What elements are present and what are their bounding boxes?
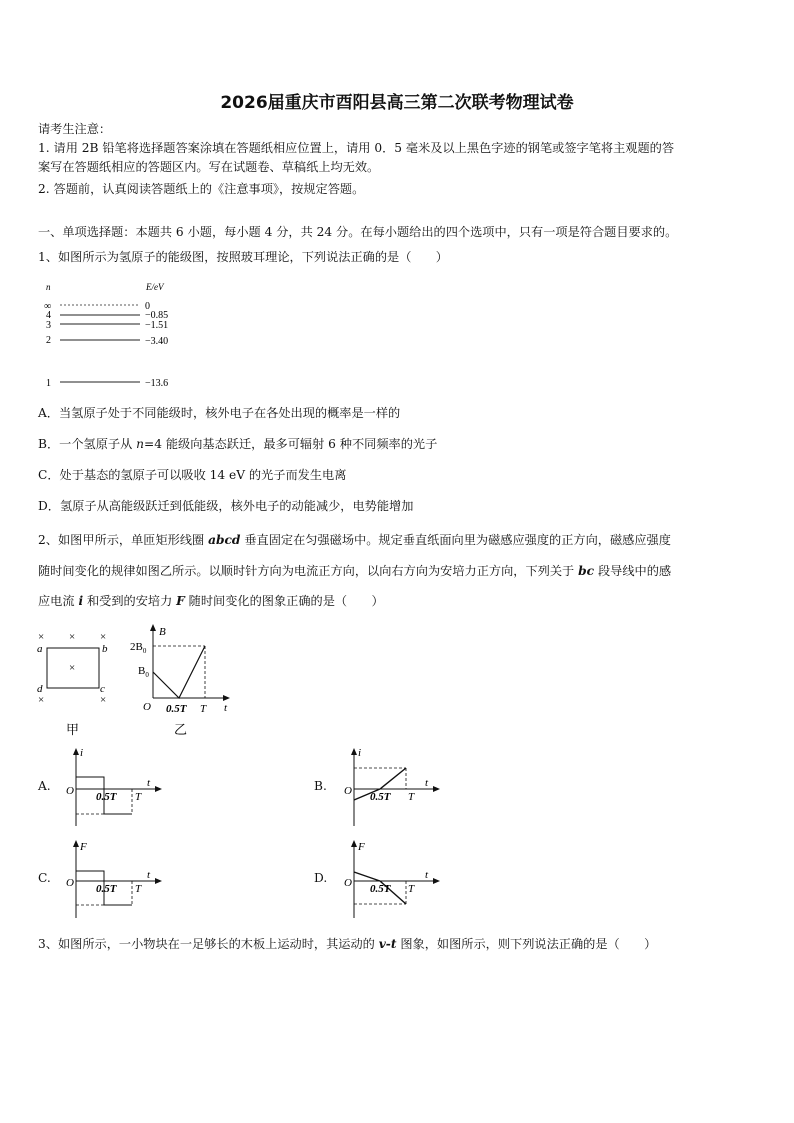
q3-var-vt: v-t [378,937,397,951]
q2-line2-text-1: 随时间变化的规律如图乙所示。以顺时针方向为电流正方向，以向右方向为安培力正方向，下列关于 [38,564,579,578]
option-a-t-tick: T [135,791,142,803]
option-d-segment-1 [354,872,380,881]
option-a-y-label: i [80,747,84,759]
option-d-origin: O [344,877,352,889]
question-1-option-a: A．当氢原子处于不同能级时，核外电子在各处出现的概率是一样的 [38,406,401,420]
option-d-t-label: t [425,869,429,881]
option-a-half-t: 0.5T [96,791,117,803]
option-b-half-t: 0.5T [370,791,391,803]
option-a-upper-step [76,777,104,789]
option-b-t-label: t [425,777,429,789]
option-c-x-arrow [155,878,162,884]
tick-b0-subscript: 0 [145,671,149,679]
option-b-var-n: n [136,437,145,451]
option-c-t-label: t [147,869,151,881]
option-a-origin: O [66,785,74,797]
option-a-t-label: t [147,777,151,789]
section-1-heading: 一、单项选择题：本题共 6 小题，每小题 4 分，共 24 分。在每小题给出的四个选项中，只有一项是符合题目要求的。 [38,225,678,239]
question-3-stem [38,936,758,952]
corner-c-label: c [100,683,105,695]
option-b-text-2: =4 能级向基态跃迁，最多可辐射 6 种不同频率的光子 [144,437,438,451]
question-1-option-c: C．处于基态的氢原子可以吸收 14 eV 的光子而发生电离 [38,468,347,482]
tick-t: T [200,703,207,715]
option-a-letter: A. [38,779,51,793]
cross-mark: × [69,631,76,643]
option-a-x-arrow [155,786,162,792]
figure-jia-coil [34,628,124,740]
corner-b-label: b [102,643,108,655]
corner-a-label: a [37,643,43,655]
t-axis-arrow [223,695,230,701]
cross-mark: × [38,694,45,706]
magnetic-field-crosses [38,631,106,706]
b-t-curve [153,646,205,698]
level-n-inf: ∞ [44,301,52,312]
level-e-1: −13.6 [145,378,169,389]
option-c-letter: C. [38,871,51,885]
notice-item-1-line-1: 1. 请用 2B 铅笔将选择题答案涂填在答题纸相应位置上，请用 0．5 毫米及以上黑色字迹的钢笔或签字笔将主观题的答 [38,141,675,155]
tick-b0-main: B [138,665,146,677]
tick-2b0 [130,641,147,655]
q2-line3-text-1: 应电流 [38,594,79,608]
tick-b0 [138,665,149,679]
option-c-origin: O [66,877,74,889]
exam-title: 2026届重庆市酉阳县高三第二次联考物理试卷 [220,93,574,113]
option-b-letter: B. [314,779,327,793]
energy-axis-label: E/eV [146,282,164,292]
level-e-inf: 0 [145,301,150,312]
level-e-3: −1.51 [145,320,169,331]
option-c-y-label: F [80,841,87,853]
option-a-y-arrow [73,748,79,755]
level-e-4: −0.85 [145,310,169,321]
question-1-option-d: D．氢原子从高能级跃迁到低能级，核外电子的动能减少，电势能增加 [38,499,414,513]
figure-jia-label: 甲 [66,722,80,737]
q3-text-1: 3、如图所示，一小物块在一足够长的木板上运动时，其运动的 [38,937,379,951]
n-axis-label: n [46,282,51,292]
level-n-4: 4 [46,310,51,321]
option-d-t-tick: T [408,883,415,895]
option-b-text-1: B．一个氢原子从 [38,437,137,451]
question-1-option-b [38,436,758,452]
q2-line1-text-2: 垂直固定在匀强磁场中。规定垂直纸面向里为磁感应强度的正方向，磁感应强度 [240,533,671,547]
q2-var-i: i [78,594,84,608]
option-a-graph [62,744,174,828]
tick-2b0-main: 2B [130,641,143,653]
option-b-x-arrow [433,786,440,792]
option-c-graph [62,836,174,920]
option-d-graph [340,836,452,920]
option-b-origin: O [344,785,352,797]
tick-half-t: 0.5T [166,703,187,715]
level-n-1: 1 [46,378,51,389]
cross-mark: × [38,631,45,643]
level-e-2: −3.40 [145,336,169,347]
q2-var-bc: bc [578,564,595,578]
q2-var-f: F [176,594,185,608]
cross-mark: × [69,662,76,674]
figure-yi-label: 乙 [174,722,188,737]
level-n-2: 2 [46,335,51,346]
cross-mark: × [100,694,107,706]
option-c-upper-step [76,871,104,881]
origin-label: O [143,701,151,713]
option-c-half-t: 0.5T [96,883,117,895]
option-b-t-tick: T [408,791,415,803]
q2-line3-text-2: 和受到的安培力 [83,594,177,608]
tick-2b0-subscript: 0 [142,647,147,655]
figure-yi-b-t-graph [128,622,240,740]
level-n-3: 3 [46,320,51,331]
notice-heading: 请考生注意： [38,122,112,136]
option-c-y-arrow [73,840,79,847]
option-b-y-arrow [351,748,357,755]
option-d-y-arrow [351,840,357,847]
q2-line1-text-1: 2、如图甲所示，单匝矩形线圈 [38,533,209,547]
notice-item-2: 2. 答题前，认真阅读答题纸上的《注意事项》，按规定答题。 [38,182,365,196]
option-b-graph [340,744,452,828]
question-1-stem: 1、如图所示为氢原子的能级图，按照玻耳理论，下列说法正确的是（ ） [38,250,448,264]
option-b-y-label: i [358,747,362,759]
energy-level-diagram [40,280,200,392]
t-axis-label: t [224,702,228,714]
option-d-half-t: 0.5T [370,883,391,895]
question-2-line-2 [38,563,758,579]
corner-d-label: d [37,683,43,695]
option-d-y-label: F [358,841,365,853]
cross-mark: × [100,631,107,643]
q2-var-abcd: abcd [208,533,241,547]
question-2-line-1 [38,532,758,548]
b-axis-label: B [159,626,166,638]
option-d-x-arrow [433,878,440,884]
question-2-line-3 [38,593,758,609]
q2-line2-text-2: 段导线中的感 [594,564,672,578]
option-d-letter: D. [314,871,328,885]
b-axis-arrow [150,624,156,631]
q3-text-2: 图象，如图所示，则下列说法正确的是（ ） [396,937,657,951]
option-c-t-tick: T [135,883,142,895]
q2-line3-text-3: 随时间变化的图象正确的是（ ） [184,594,384,608]
notice-item-1-line-2: 案写在答题纸相应的答题区内。写在试题卷、草稿纸上均无效。 [38,160,380,174]
option-b-segment-2 [380,768,406,789]
